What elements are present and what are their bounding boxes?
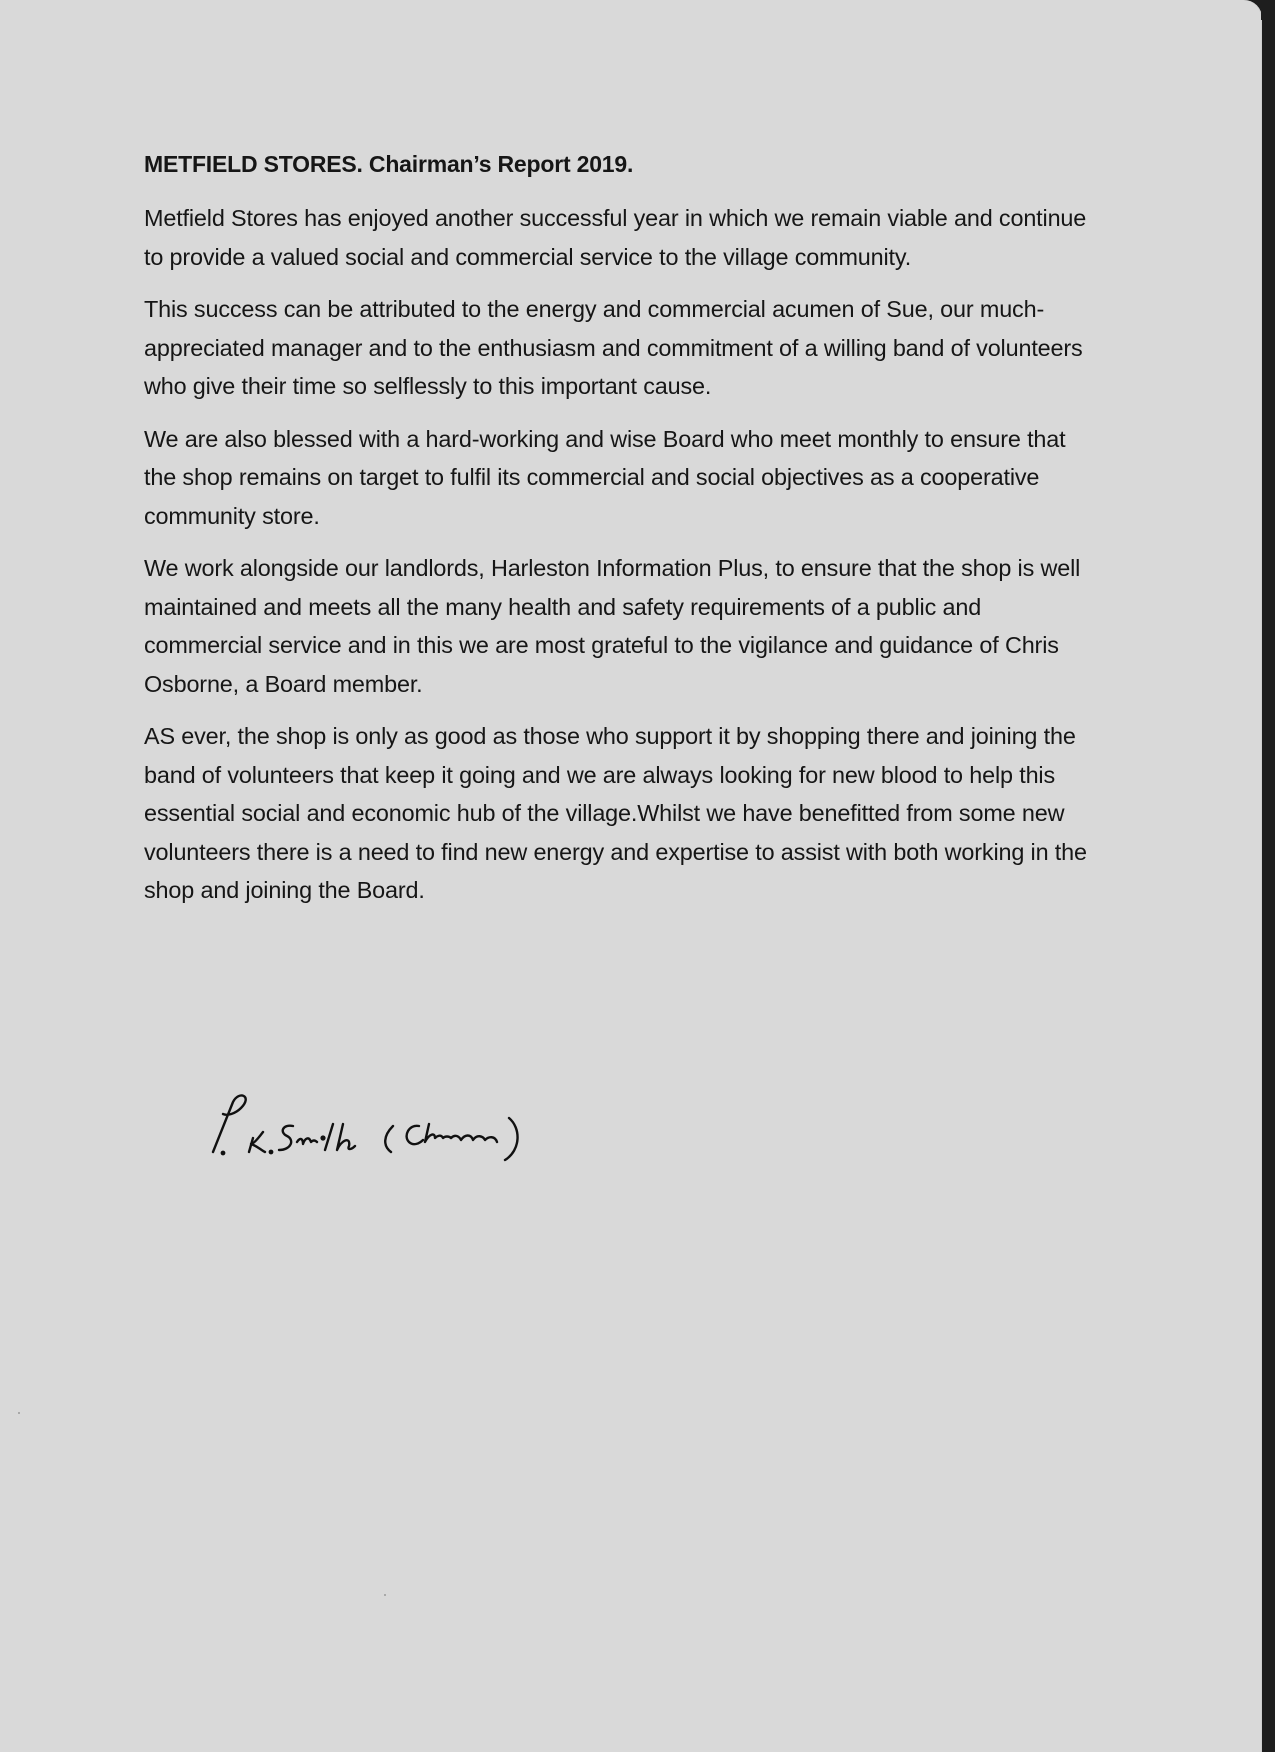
report-title: METFIELD STORES. Chairman’s Report 2019. (144, 151, 634, 177)
scan-speck (18, 1412, 20, 1414)
handwritten-signature (205, 1080, 605, 1170)
paragraph-intro: Metfield Stores has enjoyed another successful year in which we remain viable and continue to provide a valued social and commercial service to the village community. (144, 205, 1087, 270)
scan-speck (384, 1594, 386, 1596)
paragraph-landlords: We work alongside our landlords, Harleston Information Plus, to ensure that the shop is well maintained and meets all the many health and safety requirements of a public and commercial service and in this we are most grateful to the vigilance and guidance of Chris Osborne, a Board member. (144, 555, 1081, 697)
paragraph-board: We are also blessed with a hard-working and wise Board who meet monthly to ensure that the shop remains on target to fulfil its commercial and social objectives as a cooperative community store. (144, 425, 1066, 529)
signature-icon (205, 1080, 605, 1170)
paragraph-call-for-volunteers: AS ever, the shop is only as good as those who support it by shopping there and joining the band of volunteers that keep it going and we are always looking for new blood to help this essential social and economic hub of the village.Whilst we have benefitted from some new volunteers there is a need to find new energy and expertise to assist with both working in the shop and joining the Board. (144, 723, 1087, 903)
report-body (144, 145, 1094, 924)
scan-border-right (1262, 0, 1275, 1752)
paragraph-manager-volunteers: This success can be attributed to the energy and commercial acumen of Sue, our much-appreciated manager and to the enthusiasm and commitment of a willing band of volunteers who give their time so selflessly to this important cause. (144, 296, 1083, 399)
